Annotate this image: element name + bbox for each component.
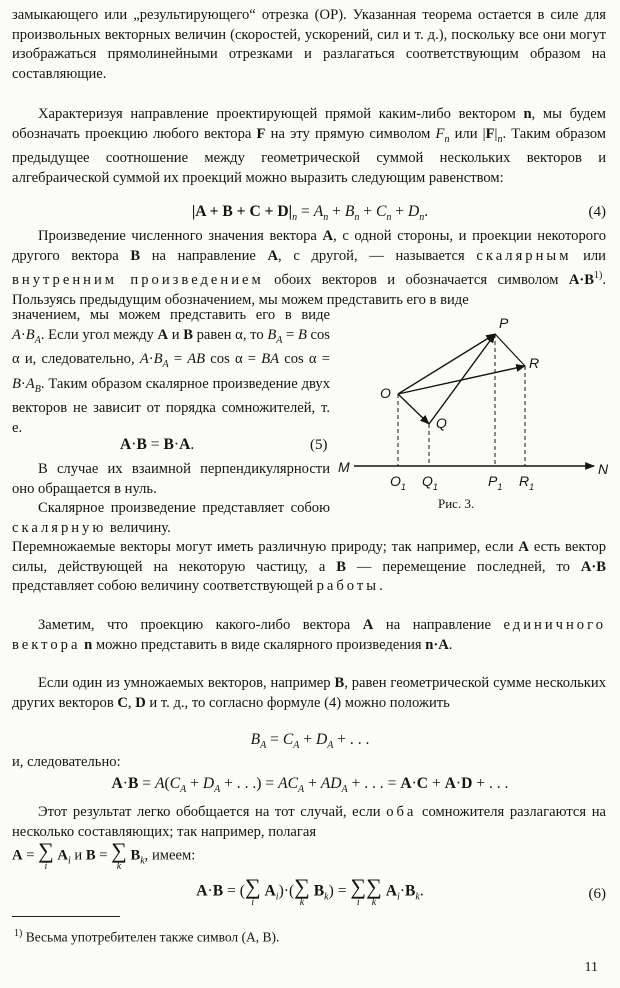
- equation-6-number: (6): [588, 886, 606, 902]
- label-n: N: [598, 461, 609, 477]
- footnote: $^{1)}$ Весьма употребителен также символ (A, B).: [14, 928, 280, 945]
- equation-ba: $B_A = C_A + D_A$ + . . .: [250, 731, 370, 752]
- paragraph-3-continued: значением, мы можем представить его в виде $A\cdot B_A$. Если угол между A и B равен α, то $B_A = B$ cos α и, следовательно, $A\cdot B_A$ = AB cos α = BA $\cos \alpha = B\cdot A_B$. Таким образом скалярное произведение двух векторов не зависит от порядка сомножителей, т. е.: [12, 307, 330, 436]
- equation-ab-expansion: $A\cdot B = A(C_A + D_A$ + . . .) = $AC_A + AD_A$ + . . . = A·C + A·D + . . .: [111, 775, 509, 796]
- paragraph-2: Характеризуя направление проектирующей прямой каким-либо вектором n, мы будем обозначать проекцию любого вектора F на эту прямую символом $F_n$ или $|F|_n$. Таким образом предыдущее соотношение между геометрической суммой нескольких векторов и алгебраической суммой их проекций можно выразить следующим равенством:: [12, 106, 607, 186]
- label-q: Q: [436, 415, 447, 431]
- equation-4-number: (4): [588, 204, 606, 220]
- label-r: R: [529, 355, 540, 371]
- label-p1: $P_1$: [488, 473, 503, 492]
- paragraph-8: Если один из умножаемых векторов, например B, равен геометрической сумме нескольких других векторов C, D и т. д., то согласно формуле (4) можно положить: [12, 675, 606, 711]
- label-m: M: [338, 459, 350, 475]
- vector-or: [398, 366, 525, 394]
- footnote-rule: [12, 916, 120, 917]
- paragraph-4: В случае их взаимной перпендикулярности оно обращается в нуль.: [12, 461, 330, 497]
- vector-oq: [398, 394, 429, 424]
- figure-caption: Рис. 3.: [438, 496, 475, 511]
- figure-vector-projection: [332, 316, 614, 516]
- paragraph-consequently: и, следовательно:: [12, 754, 121, 770]
- equation-6: A·B = ( ∑ i $A_i)\cdot$( ∑ k $B_k$) = ∑ i ∑ k $A_i\cdot B_k$.: [196, 874, 424, 908]
- paragraph-1: замыкающего или „результирующего“ отрезка (OP). Указанная теорема остается в силе для произвольных векторных величин (скоростей, ускорений, сил и т. д.), поскольку все они могут изображаться прямолинейными отрезками и разлагаться соответствующим образом на составляющие.: [12, 7, 606, 82]
- paragraph-5: Скалярное произведение представляет собою скалярную величину.: [12, 500, 330, 536]
- page-number: 11: [584, 960, 598, 975]
- equation-4: $|A + B + C + D|_n = A_n + B_n + C_n + D_n$.: [191, 203, 429, 224]
- sum-definitions: A = ∑ i $A_i$ и B = ∑ k $B_k$, имеем:: [12, 838, 196, 872]
- equation-5: A·B = B·A.: [120, 436, 195, 453]
- vector-op: [398, 334, 495, 394]
- label-o1: $O_1$: [390, 473, 406, 492]
- label-p: P: [499, 316, 509, 331]
- paragraph-6: Перемножаемые векторы могут иметь различную природу; так например, если A есть вектор силы, действующей на некоторую частицу, а B — перемещение последней, то A·B представляет собою величину соответствующей работы.: [12, 539, 606, 595]
- label-r1: $R_1$: [519, 473, 535, 492]
- paragraph-7: Заметим, что проекцию какого-либо вектора A на направление единичного вектора n можно представить в виде скалярного произведения n·A.: [12, 617, 606, 653]
- vector-qp: [429, 334, 495, 424]
- paragraph-9: Этот результат легко обобщается на тот случай, если оба сомножителя разлагаются на несколько составляющих; так например, полагая: [12, 804, 606, 840]
- segment-pr: [495, 334, 525, 366]
- label-q1: $Q_1$: [422, 473, 438, 492]
- equation-5-number: (5): [310, 437, 328, 453]
- label-o: O: [380, 385, 391, 401]
- paragraph-3: Произведение численного значения вектора A, с одной стороны, и проекции некоторого другого вектора B на направление A, с другой, — называется скалярным или внутренним произведением обоих векторов и обозначается символом $A\cdot B^{1)}$. Пользуясь предыдущим обозначением, мы можем представить его в виде: [12, 228, 606, 308]
